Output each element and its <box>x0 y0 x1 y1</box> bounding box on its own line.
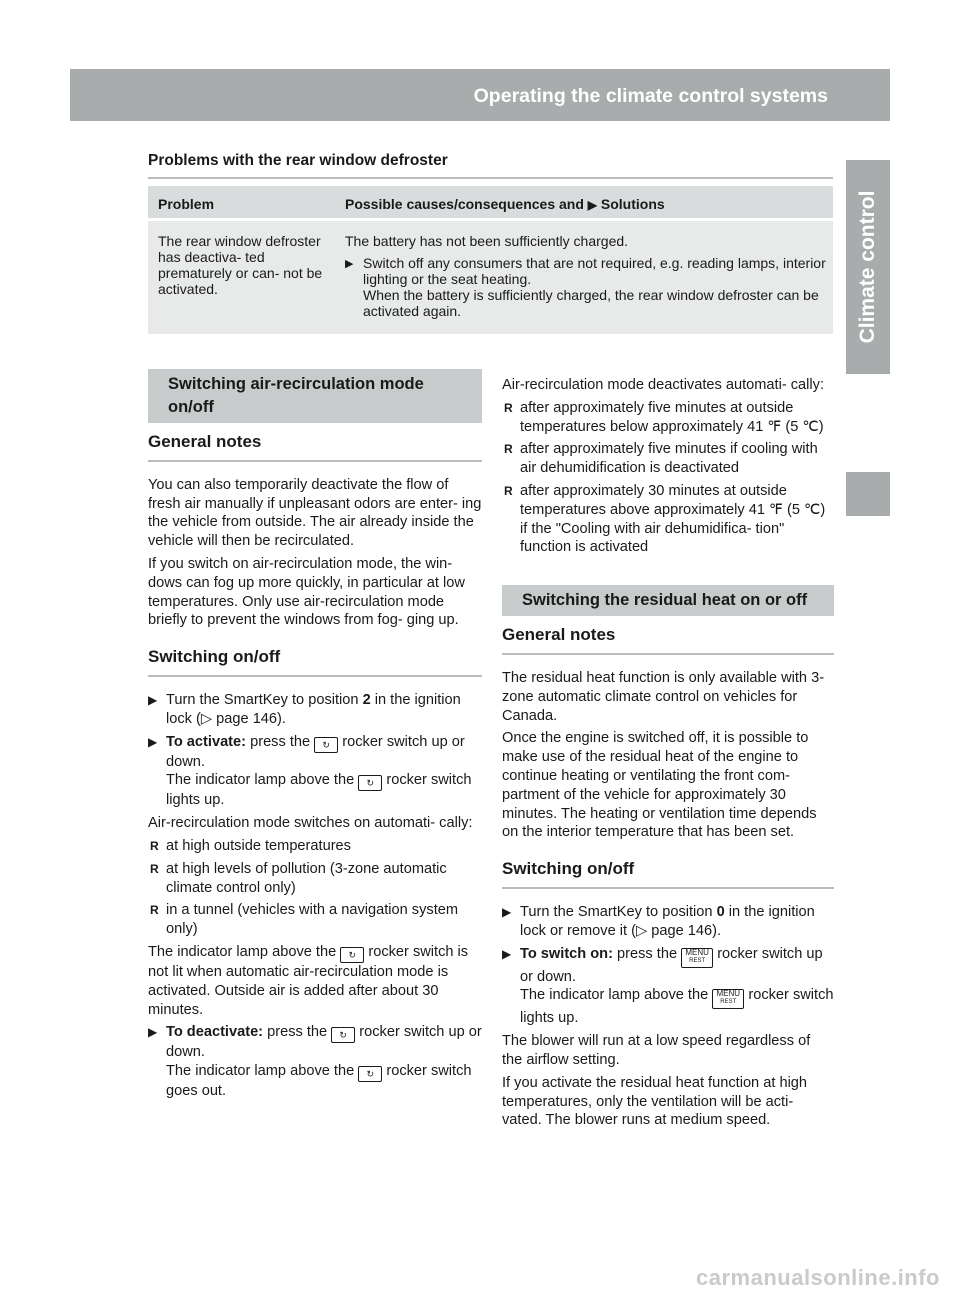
problems-title: Problems with the rear window defroster <box>148 152 448 169</box>
col-problem-header: Problem <box>158 196 215 212</box>
bullet-item: R in a tunnel (vehicles with a navigation system only) <box>148 901 482 939</box>
problem-cell <box>148 221 338 334</box>
instruction-step <box>502 945 834 1029</box>
paragraph: You can also temporarily deactivate the flow of fresh air manually if unpleasant odors are enter- ing the vehicle from outside. The air already inside the vehicle will then be recirculated. <box>148 476 482 550</box>
paragraph: The residual heat function is only available with 3-zone automatic climate control on vehicles for Canada. <box>502 669 825 724</box>
step-text: rocker switch lights up. <box>166 772 472 809</box>
instruction-step <box>148 1023 482 1101</box>
col-solutions-header <box>338 186 833 218</box>
paragraph: If you activate the residual heat function at high temperatures, only the ventilation will be acti- vated. The blower runs at medium speed. <box>502 1074 808 1129</box>
step-text: rocker switch up or down. <box>166 733 465 770</box>
header-section-title: Operating the climate control systems <box>473 85 828 107</box>
right-column <box>502 376 834 1130</box>
paragraph: Air-recirculation mode switches on automati- cally: <box>148 815 473 832</box>
step-text: The indicator lamp above the <box>166 772 355 789</box>
paragraph: Once the engine is switched off, it is possible to make use of the residual heat of the engine to continue heating or ventilating the front com- partment of the vehicle for approximately 30 minutes. The heating or ventilation time depends on the interior temperature that has been set. <box>502 730 817 841</box>
air-recirculation-icon: ↻ <box>331 1027 355 1043</box>
menu-icon-label: MENU <box>716 989 741 999</box>
step-text: rocker switch lights up. <box>520 987 834 1027</box>
air-recirculation-icon: ↻ <box>358 775 382 791</box>
instruction-step <box>148 691 482 729</box>
col-solutions-header-text: Possible causes/consequences and <box>345 196 584 212</box>
step-text: in the ignition lock or remove it ( <box>520 903 815 939</box>
solution-line-1: Switch off any consumers that are not required, e.g. reading lamps, interior lighting or the seat heating. <box>363 255 826 287</box>
air-recirculation-icon: ↻ <box>340 947 364 963</box>
air-recirculation-icon: ↻ <box>314 737 338 753</box>
step-text: The indicator lamp above the <box>520 987 709 1004</box>
paragraph-text: The indicator lamp above the <box>148 943 337 960</box>
page-reference-link[interactable]: page 146). <box>651 922 722 939</box>
step-text: press the <box>267 1024 328 1041</box>
paragraph <box>148 943 482 1019</box>
solution-cell <box>338 221 833 334</box>
bullet-item: R at high outside temperatures <box>148 837 482 856</box>
paragraph: Air-recirculation mode deactivates automati- cally: <box>502 377 825 393</box>
paragraph: The blower will run at a low speed regardless of the airflow setting. <box>502 1033 811 1068</box>
page-ref-arrow-icon: ▷ <box>200 710 213 727</box>
heading-switching-on-off: Switching on/off <box>148 648 482 677</box>
problems-table <box>148 186 833 334</box>
heading-switching-on-off: Switching on/off <box>502 860 834 889</box>
title-rule <box>148 177 833 179</box>
air-recirculation-icon: ↻ <box>358 1066 382 1082</box>
chapter-marker-square <box>846 472 890 516</box>
chapter-label: Climate control <box>856 190 879 344</box>
running-header <box>70 69 948 121</box>
rest-icon-label: REST <box>720 999 737 1006</box>
section-title-recirculation: Switching air-recirculation mode on/off <box>148 369 482 423</box>
bullet-item: R after approximately five minutes at outside temperatures below approximately 41 ℉ (5 ℃) <box>502 399 834 437</box>
page-number: 137 <box>917 86 948 106</box>
cause-text: The battery has not been sufficiently charged. <box>345 233 629 249</box>
step-label: To deactivate: <box>166 1024 264 1041</box>
step-label: To activate: <box>166 733 247 750</box>
chapter-side-tab <box>846 160 890 374</box>
heading-general-notes: General notes <box>502 626 834 655</box>
watermark: carmanualsonline.info <box>696 1265 940 1290</box>
heading-general-notes: General notes <box>148 433 482 462</box>
arrow-icon: ▶ <box>587 198 598 212</box>
step-text: Turn the SmartKey to position <box>166 691 359 708</box>
menu-rest-icon <box>681 948 713 968</box>
problem-text: The rear window defroster has deactiva- ted prematurely or can- not be activated. <box>158 233 323 297</box>
step-text: rocker switch up or down. <box>520 945 823 985</box>
step-text: The indicator lamp above the <box>166 1063 355 1080</box>
step-text: rocker switch goes out. <box>166 1063 472 1100</box>
col-solutions-header-text2: Solutions <box>600 196 665 212</box>
step-text: press the <box>250 733 311 750</box>
menu-icon-label: MENU <box>685 947 709 957</box>
menu-rest-icon <box>712 989 744 1009</box>
table-header-row <box>148 186 833 218</box>
rest-icon-label: REST <box>689 957 706 964</box>
paragraph: If you switch on air-recirculation mode, the win- dows can fog up more quickly, in particular at low temperatures. Only use air-recirculation mode briefly to prevent the windows from fog- ging up. <box>148 555 465 629</box>
step-text: rocker switch up or down. <box>166 1024 482 1061</box>
left-column <box>148 369 482 1101</box>
position-value: 0 <box>716 903 725 920</box>
step-text: Turn the SmartKey to position <box>520 903 713 920</box>
page-reference-link[interactable]: page 146). <box>216 710 286 727</box>
step-text: press the <box>617 945 678 962</box>
solution-line-2: When the battery is sufficiently charged, the rear window defroster can be activated again. <box>363 287 819 319</box>
bullet-item: R after approximately 30 minutes at outside temperatures above approximately 41 ℉ (5 ℃) if the "Cooling with air dehumidifica- tion" function is activated <box>502 482 834 557</box>
bullet-item: R after approximately five minutes if cooling with air dehumidification is deactivated <box>502 440 834 478</box>
paragraph-text: rocker switch is not lit when automatic air-recirculation mode is activated. Outside air is added after about 30 minutes. <box>148 943 469 1018</box>
step-text: in the ignition lock ( <box>166 691 461 727</box>
position-value: 2 <box>362 691 371 708</box>
bullet-item: R at high levels of pollution (3-zone automatic climate control only) <box>148 860 482 898</box>
instruction-step <box>502 903 834 941</box>
table-row <box>148 221 833 334</box>
instruction-step <box>148 733 482 811</box>
step-label: To switch on: <box>520 945 613 962</box>
page-ref-arrow-icon: ▷ <box>635 922 648 939</box>
section-title-residual-heat: Switching the residual heat on or off <box>502 585 834 616</box>
solution-step <box>345 255 827 319</box>
